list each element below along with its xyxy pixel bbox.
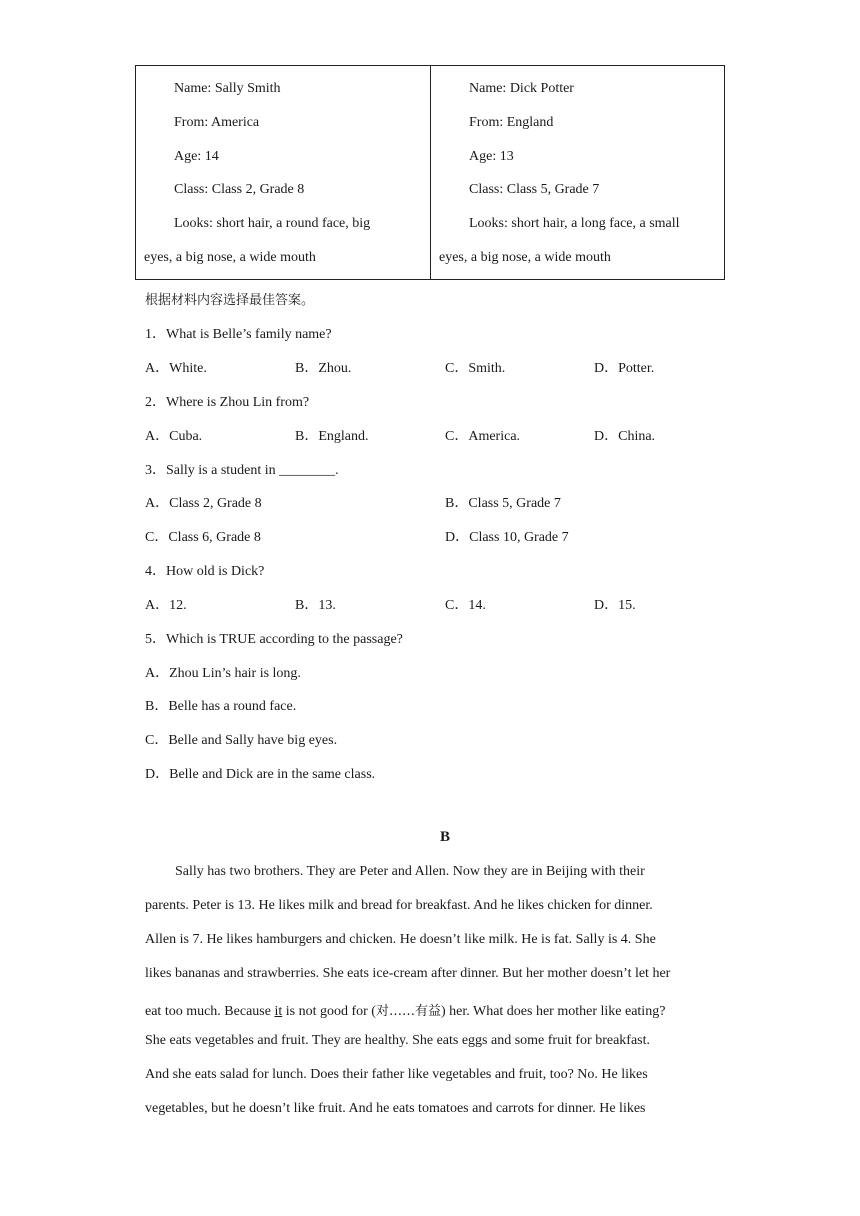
profile-name: Name: Sally Smith <box>174 81 281 96</box>
question-3-option-d: D．Class 10, Grade 7 <box>445 530 569 545</box>
profile-class: Class: Class 5, Grade 7 <box>469 182 600 197</box>
question-3-option-a: A．Class 2, Grade 8 <box>145 496 262 511</box>
question-3-option-b: B．Class 5, Grade 7 <box>445 496 561 511</box>
passage-line: Allen is 7. He likes hamburgers and chicken. He doesn’t like milk. He is fat. Sally is 4. She <box>145 932 656 947</box>
profile-card-dick <box>430 66 724 279</box>
profile-age: Age: 14 <box>174 149 219 164</box>
profile-from: From: America <box>174 115 260 130</box>
underlined-word: it <box>274 1004 283 1019</box>
question-4-option-d: D．15. <box>594 598 636 613</box>
profile-table <box>135 65 725 280</box>
passage-line: And she eats salad for lunch. Does their father like vegetables and fruit, too? No. He likes <box>145 1067 648 1082</box>
profile-looks-cont: eyes, a big nose, a wide mouth <box>144 250 316 265</box>
question-4-option-b: B．13. <box>295 598 336 613</box>
passage-line: She eats vegetables and fruit. They are healthy. She eats eggs and some fruit for breakfast. <box>145 1033 650 1048</box>
question-2-option-b: B．England. <box>295 429 369 444</box>
profile-looks: Looks: short hair, a round face, big <box>174 216 371 231</box>
section-b-title: B <box>439 829 450 845</box>
profile-class: Class: Class 2, Grade 8 <box>174 182 305 197</box>
profile-name: Name: Dick Potter <box>469 81 574 96</box>
question-1-option-b: B．Zhou. <box>295 361 352 376</box>
passage-line: parents. Peter is 13. He likes milk and bread for breakfast. And he likes chicken for dinner. <box>145 898 653 913</box>
passage-text: is not good for ( <box>282 1004 376 1019</box>
question-1-stem: 1．What is Belle’s family name? <box>145 327 332 342</box>
question-5-option-d: D．Belle and Dick are in the same class. <box>145 767 376 782</box>
passage-line: likes bananas and strawberries. She eats ice-cream after dinner. But her mother doesn’t let her <box>145 966 671 981</box>
question-1-option-a: A．White. <box>145 361 207 376</box>
question-3-option-c: C．Class 6, Grade 8 <box>145 530 261 545</box>
question-5-option-b: B．Belle has a round face. <box>145 699 297 714</box>
instruction-text: 根据材料内容选择最佳答案。 <box>145 293 315 308</box>
passage-text: ) her. What does her mother like eating? <box>440 1004 666 1019</box>
passage-text: eat too much. Because <box>145 1004 275 1019</box>
profile-age: Age: 13 <box>469 149 514 164</box>
question-4-option-c: C．14. <box>445 598 486 613</box>
passage-line <box>145 1000 665 1020</box>
question-4-option-a: A．12. <box>145 598 187 613</box>
profile-looks-cont: eyes, a big nose, a wide mouth <box>439 250 611 265</box>
passage-line: vegetables, but he doesn’t like fruit. And he eats tomatoes and carrots for dinner. He likes <box>145 1101 646 1116</box>
profile-from: From: England <box>469 115 554 130</box>
question-2-option-c: C．America. <box>445 429 521 444</box>
question-5-stem: 5．Which is TRUE according to the passage? <box>145 632 403 647</box>
gloss-chinese: 对……有益 <box>375 1004 441 1019</box>
question-3-stem: 3．Sally is a student in ________. <box>145 463 339 478</box>
profile-card-sally <box>136 66 430 279</box>
question-2-option-d: D．China. <box>594 429 656 444</box>
question-5-option-c: C．Belle and Sally have big eyes. <box>145 733 338 748</box>
question-4-stem: 4．How old is Dick? <box>145 564 265 579</box>
passage-line: Sally has two brothers. They are Peter and Allen. Now they are in Beijing with their <box>175 864 645 879</box>
profile-looks: Looks: short hair, a long face, a small <box>469 216 680 231</box>
question-1-option-c: C．Smith. <box>445 361 506 376</box>
question-5-option-a: A．Zhou Lin’s hair is long. <box>145 666 301 681</box>
question-1-option-d: D．Potter. <box>594 361 655 376</box>
question-2-stem: 2．Where is Zhou Lin from? <box>145 395 310 410</box>
question-2-option-a: A．Cuba. <box>145 429 203 444</box>
